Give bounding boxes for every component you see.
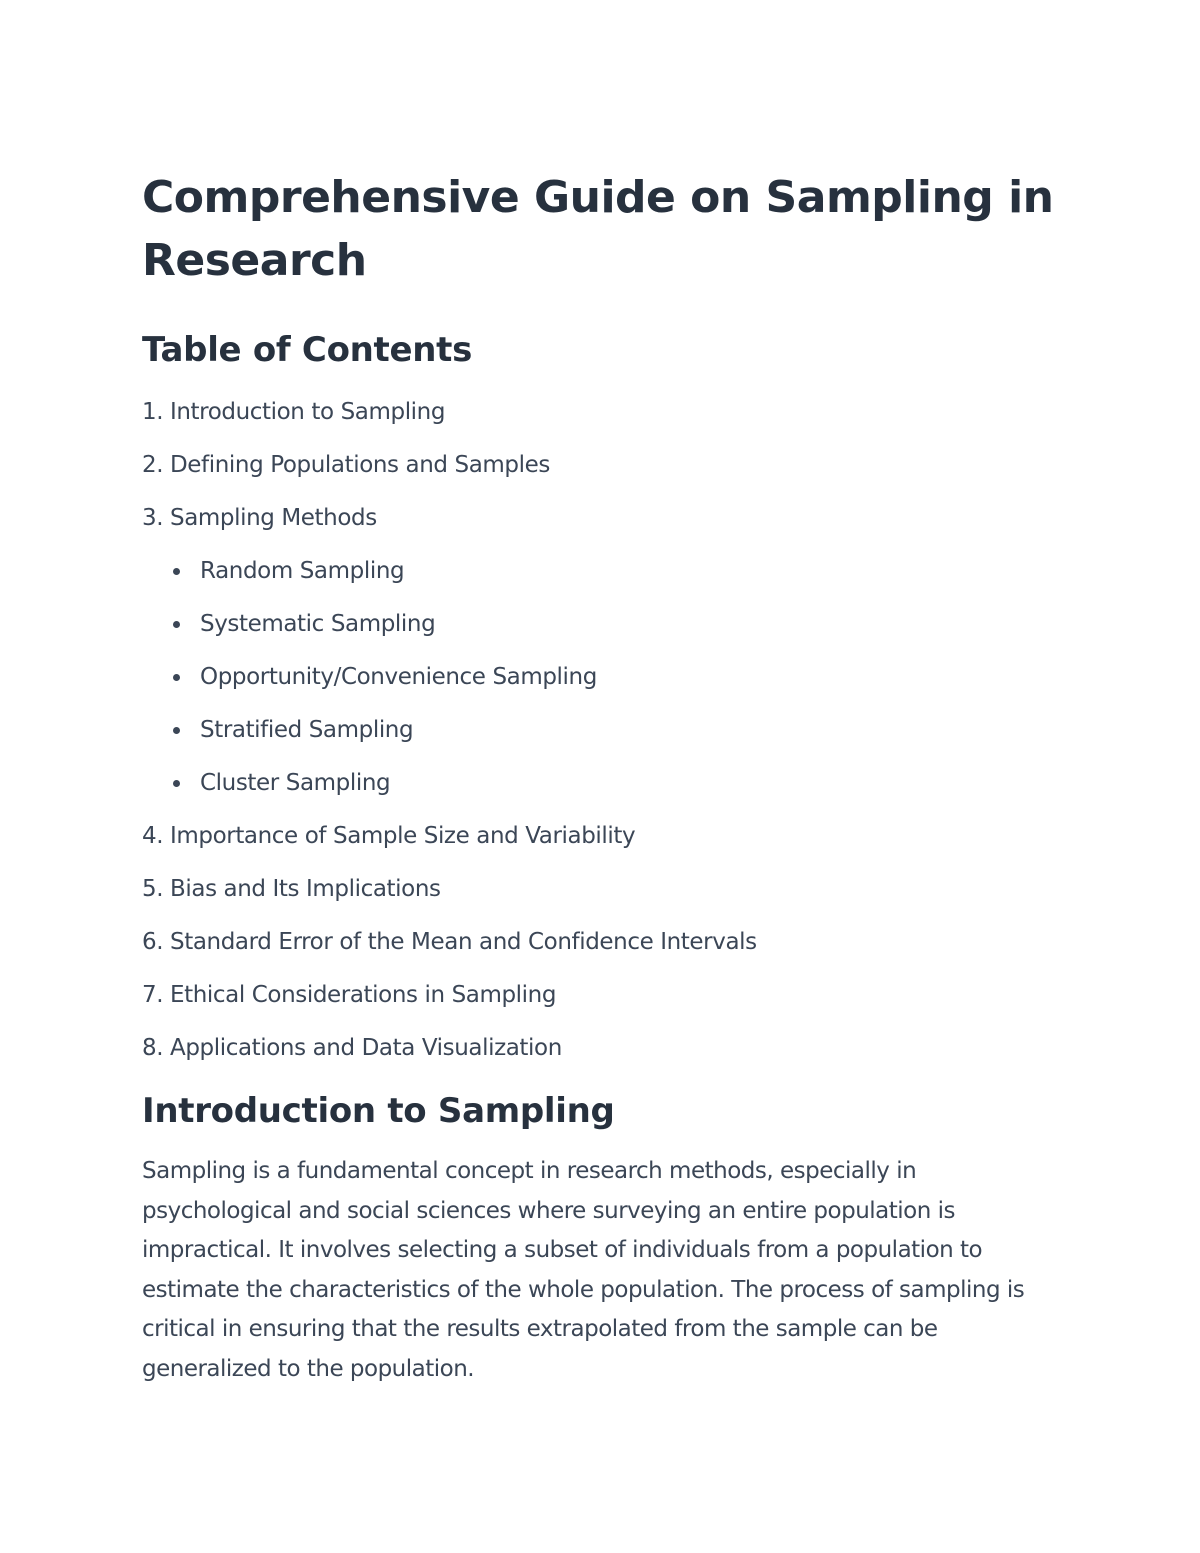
toc-item-number: 6. bbox=[142, 929, 164, 955]
toc-subitem bbox=[142, 716, 1072, 744]
toc-item-number: 2. bbox=[142, 452, 164, 478]
section-heading: Introduction to Sampling bbox=[142, 1091, 615, 1131]
toc-item-number: 5. bbox=[142, 876, 164, 902]
bullet-icon bbox=[173, 727, 180, 734]
toc-item-label: Defining Populations and Samples bbox=[170, 452, 550, 478]
toc-item bbox=[142, 451, 1072, 479]
bullet-icon bbox=[173, 780, 180, 787]
toc-item-label: Ethical Considerations in Sampling bbox=[170, 982, 557, 1008]
toc-subitem-label: Cluster Sampling bbox=[200, 770, 391, 796]
bullet-icon bbox=[173, 621, 180, 628]
toc-item bbox=[142, 875, 1072, 903]
toc-subitem bbox=[142, 610, 1072, 638]
toc-item-number: 1. bbox=[142, 399, 164, 425]
toc-item-label: Applications and Data Visualization bbox=[170, 1035, 562, 1061]
toc-subitem bbox=[142, 663, 1072, 691]
toc-item-label: Sampling Methods bbox=[170, 505, 377, 531]
intro-paragraph: Sampling is a fundamental concept in research methods, especially in psychological and social sciences where surveying an entire population is impractical. It involves selecting a subset of individuals from a population to estimate the characteristics of the whole population. The process of sampling is critical in ensuring that the results extrapolated from the sample can be generalized to the population. bbox=[142, 1158, 1025, 1382]
toc-item-label: Standard Error of the Mean and Confidence Intervals bbox=[170, 929, 757, 955]
toc-item bbox=[142, 822, 1072, 850]
toc-subitem bbox=[142, 769, 1072, 797]
document-title: Comprehensive Guide on Sampling in Research bbox=[142, 172, 1054, 286]
toc-item-number: 8. bbox=[142, 1035, 164, 1061]
toc-subitem-label: Stratified Sampling bbox=[200, 717, 414, 743]
bullet-icon bbox=[173, 568, 180, 575]
document-page bbox=[142, 166, 1072, 1390]
toc-item bbox=[142, 1034, 1072, 1062]
toc-item bbox=[142, 398, 1072, 426]
toc-sublist bbox=[142, 557, 1072, 797]
toc-item bbox=[142, 928, 1072, 956]
toc-subitem-label: Systematic Sampling bbox=[200, 611, 436, 637]
toc-subitem-label: Opportunity/Convenience Sampling bbox=[200, 664, 597, 690]
toc-item-number: 3. bbox=[142, 505, 164, 531]
toc-item-label: Importance of Sample Size and Variability bbox=[170, 823, 636, 849]
toc-list bbox=[142, 398, 1072, 1062]
toc-heading: Table of Contents bbox=[142, 330, 473, 370]
toc-item-number: 7. bbox=[142, 982, 164, 1008]
toc-subitem-label: Random Sampling bbox=[200, 558, 405, 584]
toc-item-number: 4. bbox=[142, 823, 164, 849]
toc-subitem bbox=[142, 557, 1072, 585]
toc-item-label: Bias and Its Implications bbox=[170, 876, 441, 902]
bullet-icon bbox=[173, 674, 180, 681]
toc-item bbox=[142, 981, 1072, 1009]
toc-item-label: Introduction to Sampling bbox=[170, 399, 446, 425]
toc-item bbox=[142, 504, 1072, 797]
